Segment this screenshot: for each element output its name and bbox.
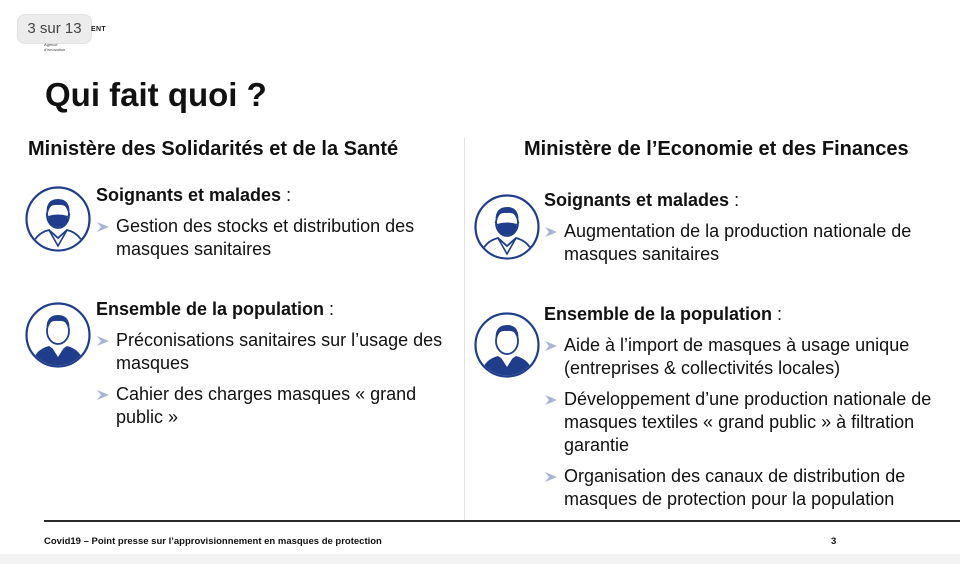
bullet-list (544, 334, 954, 519)
page-counter-badge: 3 sur 13 (18, 15, 91, 43)
section-heading (96, 185, 291, 206)
arrow-bullet-icon (96, 221, 110, 233)
bullet-list (96, 215, 456, 269)
section-heading-suffix: : (281, 185, 292, 205)
ent-logo: ENT (91, 26, 106, 33)
arrow-bullet-icon (544, 471, 558, 483)
person-with-mask-icon (25, 186, 91, 252)
footer-caption: Covid19 – Point presse sur l’approvisionnement en masques de protection (44, 536, 382, 547)
bottom-strip (0, 554, 960, 564)
footer-page-number: 3 (831, 536, 837, 547)
section-heading-label: Ensemble de la population (96, 299, 325, 319)
bullet-item (544, 388, 954, 457)
slide-title: Qui fait quoi ? (45, 76, 267, 113)
column-divider (464, 138, 465, 522)
bullet-text: Augmentation de la production nationale de masques sanitaires (564, 221, 912, 264)
bullet-item (96, 329, 446, 375)
left-column-heading: Ministère des Solidarités et de la Santé (28, 138, 399, 160)
section-heading-suffix: : (772, 304, 783, 324)
section-heading-suffix: : (324, 299, 335, 319)
section-heading (544, 304, 782, 325)
section-heading-label: Soignants et malades (96, 185, 282, 205)
section-heading-suffix: : (729, 190, 740, 210)
bullet-list (544, 220, 944, 274)
bullet-item (544, 334, 954, 380)
person-with-mask-icon (474, 194, 540, 260)
arrow-bullet-icon (544, 394, 558, 406)
bullet-text: Organisation des canaux de distribution de masques de protection pour la population (564, 466, 906, 509)
bullet-list (96, 329, 446, 437)
bullet-item (544, 465, 954, 511)
arrow-bullet-icon (96, 389, 110, 401)
arrow-bullet-icon (96, 335, 110, 347)
bullet-text: Préconisations sanitaires sur l’usage des masques (116, 330, 443, 373)
person-icon (474, 312, 540, 378)
section-heading-label: Soignants et malades (544, 190, 730, 210)
ent-logo-subtitle: Agence d'innovation (44, 42, 66, 52)
section-heading (96, 299, 334, 320)
bullet-text: Développement d’une production nationale de masques textiles « grand public » à filtration garantie (564, 389, 932, 455)
arrow-bullet-icon (544, 340, 558, 352)
bullet-item (96, 215, 456, 261)
bullet-item (544, 220, 944, 266)
person-icon (25, 302, 91, 368)
bullet-text: Gestion des stocks et distribution des masques sanitaires (116, 216, 415, 259)
footer-rule (44, 520, 960, 522)
bullet-text: Aide à l’import de masques à usage unique (entreprises & collectivités locales) (564, 335, 910, 378)
arrow-bullet-icon (544, 226, 558, 238)
bullet-text: Cahier des charges masques « grand public » (116, 384, 417, 427)
bullet-item (96, 383, 446, 429)
section-heading-label: Ensemble de la population (544, 304, 773, 324)
section-heading (544, 190, 739, 211)
right-column-heading: Ministère de l’Economie et des Finances (524, 138, 909, 160)
